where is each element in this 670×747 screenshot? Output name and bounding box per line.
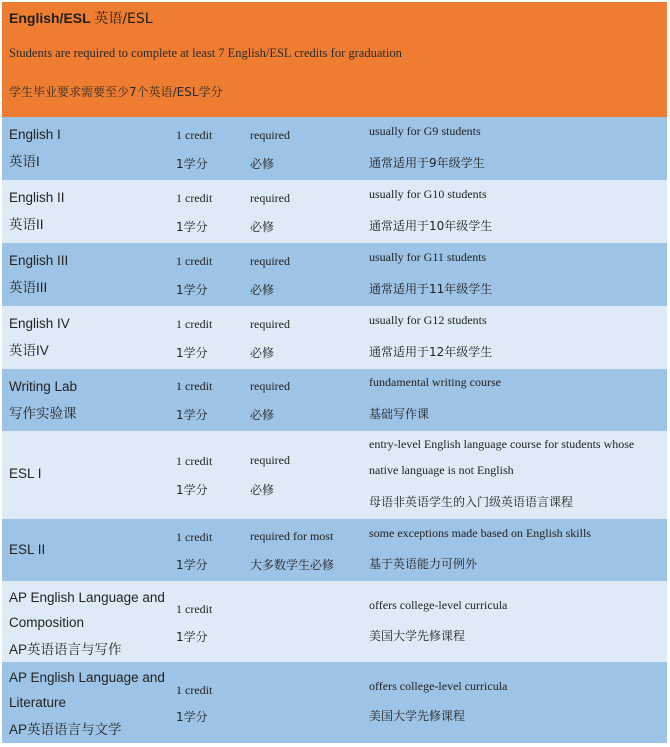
course-name-en: Writing Lab bbox=[9, 379, 78, 394]
header-requirement-en: Students are required to complete at least 7 English/ESL credits for graduation bbox=[9, 46, 402, 60]
credit-en: 1 credit bbox=[176, 530, 213, 544]
requirement-en: required bbox=[250, 128, 290, 142]
credit-cn: 1学分 bbox=[176, 283, 208, 297]
course-name-en: ESL II bbox=[9, 542, 46, 557]
course-name-en-line2: Literature bbox=[9, 695, 67, 710]
note-en: usually for G10 students bbox=[369, 187, 487, 201]
requirement-en: required bbox=[250, 317, 290, 331]
course-name-cn: 英语IV bbox=[9, 343, 49, 358]
course-name-cn: 写作实验课 bbox=[9, 406, 77, 421]
credit-cn: 1学分 bbox=[176, 483, 208, 497]
credit-en: 1 credit bbox=[176, 317, 213, 331]
note-cn: 通常适用于11年级学生 bbox=[369, 282, 493, 296]
note-cn: 母语非英语学生的入门级英语语言课程 bbox=[369, 495, 574, 509]
note-en: offers college-level curricula bbox=[369, 679, 508, 693]
credit-cn: 1学分 bbox=[176, 408, 208, 422]
header-title-en: English/ESL bbox=[9, 10, 91, 26]
course-name-en: English IV bbox=[9, 316, 70, 331]
course-name-cn: 英语I bbox=[9, 154, 40, 169]
header-title bbox=[9, 8, 153, 28]
table-row bbox=[2, 369, 667, 431]
requirement-cn: 必修 bbox=[250, 408, 275, 422]
course-name-cn: 英语II bbox=[9, 217, 44, 232]
note-cn: 基础写作课 bbox=[369, 407, 430, 421]
requirement-cn: 大多数学生必修 bbox=[250, 558, 335, 572]
credit-table bbox=[2, 2, 667, 743]
course-name-en-line1: AP English Language and bbox=[9, 590, 165, 605]
credit-cn: 1学分 bbox=[176, 630, 208, 644]
requirement-cn: 必修 bbox=[250, 283, 275, 297]
course-name-en-line2: Composition bbox=[9, 615, 85, 630]
table-row bbox=[2, 662, 667, 743]
note-cn: 通常适用于9年级学生 bbox=[369, 156, 485, 170]
course-name-en: English II bbox=[9, 190, 65, 205]
table-header bbox=[2, 2, 667, 117]
requirement-cn: 必修 bbox=[250, 483, 275, 497]
note-en: fundamental writing course bbox=[369, 375, 501, 389]
table-row bbox=[2, 431, 667, 519]
header-title-cn: 英语/ESL bbox=[94, 11, 153, 27]
credit-en: 1 credit bbox=[176, 254, 213, 268]
note-en: usually for G12 students bbox=[369, 313, 487, 327]
header-requirement-cn: 学生毕业要求需要至少7个英语/ESL学分 bbox=[9, 85, 223, 99]
credit-cn: 1学分 bbox=[176, 710, 208, 724]
note-cn: 美国大学先修课程 bbox=[369, 709, 466, 723]
requirement-en: required bbox=[250, 254, 290, 268]
credit-en: 1 credit bbox=[176, 454, 213, 468]
table-row bbox=[2, 306, 667, 369]
credit-en: 1 credit bbox=[176, 602, 213, 616]
requirement-cn: 必修 bbox=[250, 346, 275, 360]
course-name-cn: AP英语语言与文学 bbox=[9, 722, 122, 737]
table-row bbox=[2, 117, 667, 180]
credit-cn: 1学分 bbox=[176, 558, 208, 572]
course-name-en-line1: AP English Language and bbox=[9, 670, 165, 685]
note-en: some exceptions made based on English skills bbox=[369, 526, 591, 540]
note-en-line1: entry-level English language course for students whose bbox=[369, 437, 635, 451]
note-cn: 美国大学先修课程 bbox=[369, 629, 466, 643]
credit-cn: 1学分 bbox=[176, 157, 208, 171]
requirement-en: required bbox=[250, 379, 290, 393]
course-name-en: ESL I bbox=[9, 466, 42, 481]
requirement-cn: 必修 bbox=[250, 220, 275, 234]
course-name-cn: AP英语语言与写作 bbox=[9, 642, 122, 657]
credit-en: 1 credit bbox=[176, 379, 213, 393]
table-row bbox=[2, 180, 667, 243]
course-name-en: English I bbox=[9, 127, 61, 142]
course-name-cn: 英语III bbox=[9, 280, 48, 295]
note-cn: 通常适用于12年级学生 bbox=[369, 345, 493, 359]
table-row bbox=[2, 519, 667, 581]
note-cn: 通常适用于10年级学生 bbox=[369, 219, 493, 233]
note-en: offers college-level curricula bbox=[369, 598, 508, 612]
credit-en: 1 credit bbox=[176, 191, 213, 205]
credit-cn: 1学分 bbox=[176, 220, 208, 234]
credit-en: 1 credit bbox=[176, 683, 213, 697]
note-cn: 基于英语能力可例外 bbox=[369, 557, 478, 571]
requirement-en: required bbox=[250, 191, 290, 205]
requirement-en: required bbox=[250, 453, 290, 467]
requirement-cn: 必修 bbox=[250, 157, 275, 171]
requirement-en: required for most bbox=[250, 529, 334, 543]
table-row bbox=[2, 243, 667, 306]
table-row bbox=[2, 581, 667, 662]
course-name-en: English III bbox=[9, 253, 69, 268]
note-en-line2: native language is not English bbox=[369, 463, 514, 477]
credit-cn: 1学分 bbox=[176, 346, 208, 360]
credit-en: 1 credit bbox=[176, 128, 213, 142]
note-en: usually for G11 students bbox=[369, 250, 487, 264]
note-en: usually for G9 students bbox=[369, 124, 481, 138]
